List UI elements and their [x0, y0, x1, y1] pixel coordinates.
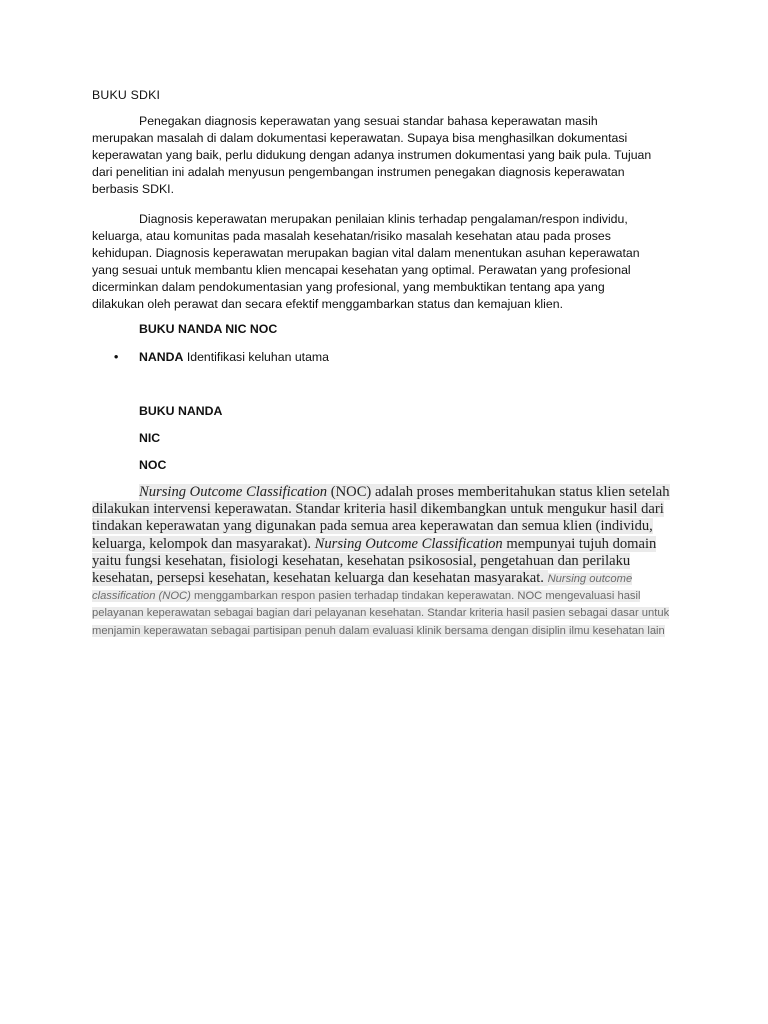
noc-term-1: Nursing Outcome Classification — [139, 484, 328, 500]
heading-nanda-nic-noc: BUKU NANDA NIC NOC — [139, 322, 278, 336]
heading-noc: NOC — [139, 458, 167, 472]
noc-term-2: Nursing Outcome Classification — [314, 535, 503, 552]
bullet-bold-label: NANDA — [139, 350, 184, 364]
bullet-item-nanda — [114, 350, 329, 364]
noc-text-2: mempunyai tujuh domain yaitu fungsi kesehatan, fisiologi kesehatan, kesehatan psikososial, pengetahuan dan perilaku kesehatan, persepsi kesehatan, kesehatan keluarga dan kesehatan masyarakat. — [92, 535, 657, 587]
noc-text-1: (NOC) adalah proses memberitahukan status klien setelah dilakukan intervensi keperawatan. Standar kriteria hasil dikembangkan untuk mengukur hasil dari tindakan keperawatan yang digunakan pada semua area keperawatan dan semua klien (individu, keluarga, kelompok dan masyarakat). — [92, 484, 670, 552]
paragraph-diagnosis-definition: Diagnosis keperawatan merupakan penilaian klinis terhadap pengalaman/respon individu, keluarga, atau komunitas pada masalah kesehatan/risiko masalah kesehatan atau pada proses kehidupan. Diagnosis keperawatan merupakan bagian vital dalam menentukan asuhan keperawatan yang sesuai untuk membantu klien mencapai kesehatan yang optimal. Perawatan yang profesional dicerminkan dalam pendokumentasian yang profesional, yang membuktikan tentang apa yang dilakukan oleh perawat dan secara efektif menggambarkan status dan kemajuan klien. — [92, 212, 640, 311]
paragraph-noc-definition — [92, 484, 676, 639]
noc-small-text: menggambarkan respon pasien terhadap tindakan keperawatan. NOC mengevaluasi hasil pelayanan keperawatan sebagai bagian dari pelayanan kesehatan. Standar kriteria hasil pasien sebagai dasar untuk menjamin keperawatan sebagai partisipan penuh dalam evaluasi klinik bersama dengan disiplin ilmu kesehatan lain — [92, 590, 670, 637]
paragraph-sdki-intro: Penegakan diagnosis keperawatan yang sesuai standar bahasa keperawatan masih merupakan masalah di dalam dokumentasi keperawatan. Supaya bisa menghasilkan dokumentasi keperawatan yang baik, perlu didukung dengan adanya instrumen dokumentasi yang baik pula. Tujuan dari penelitian ini adalah menyusun pengembangan instrumen penegakan diagnosis keperawatan berbasis SDKI. — [92, 114, 652, 196]
document-title: BUKU SDKI — [92, 88, 161, 102]
bullet-text: Identifikasi keluhan utama — [183, 350, 330, 364]
noc-small-term: Nursing outcome classification (NOC) — [92, 573, 633, 603]
bullet-icon: • — [114, 350, 119, 364]
heading-buku-nanda: BUKU NANDA — [139, 404, 223, 418]
heading-nic: NIC — [139, 431, 161, 445]
